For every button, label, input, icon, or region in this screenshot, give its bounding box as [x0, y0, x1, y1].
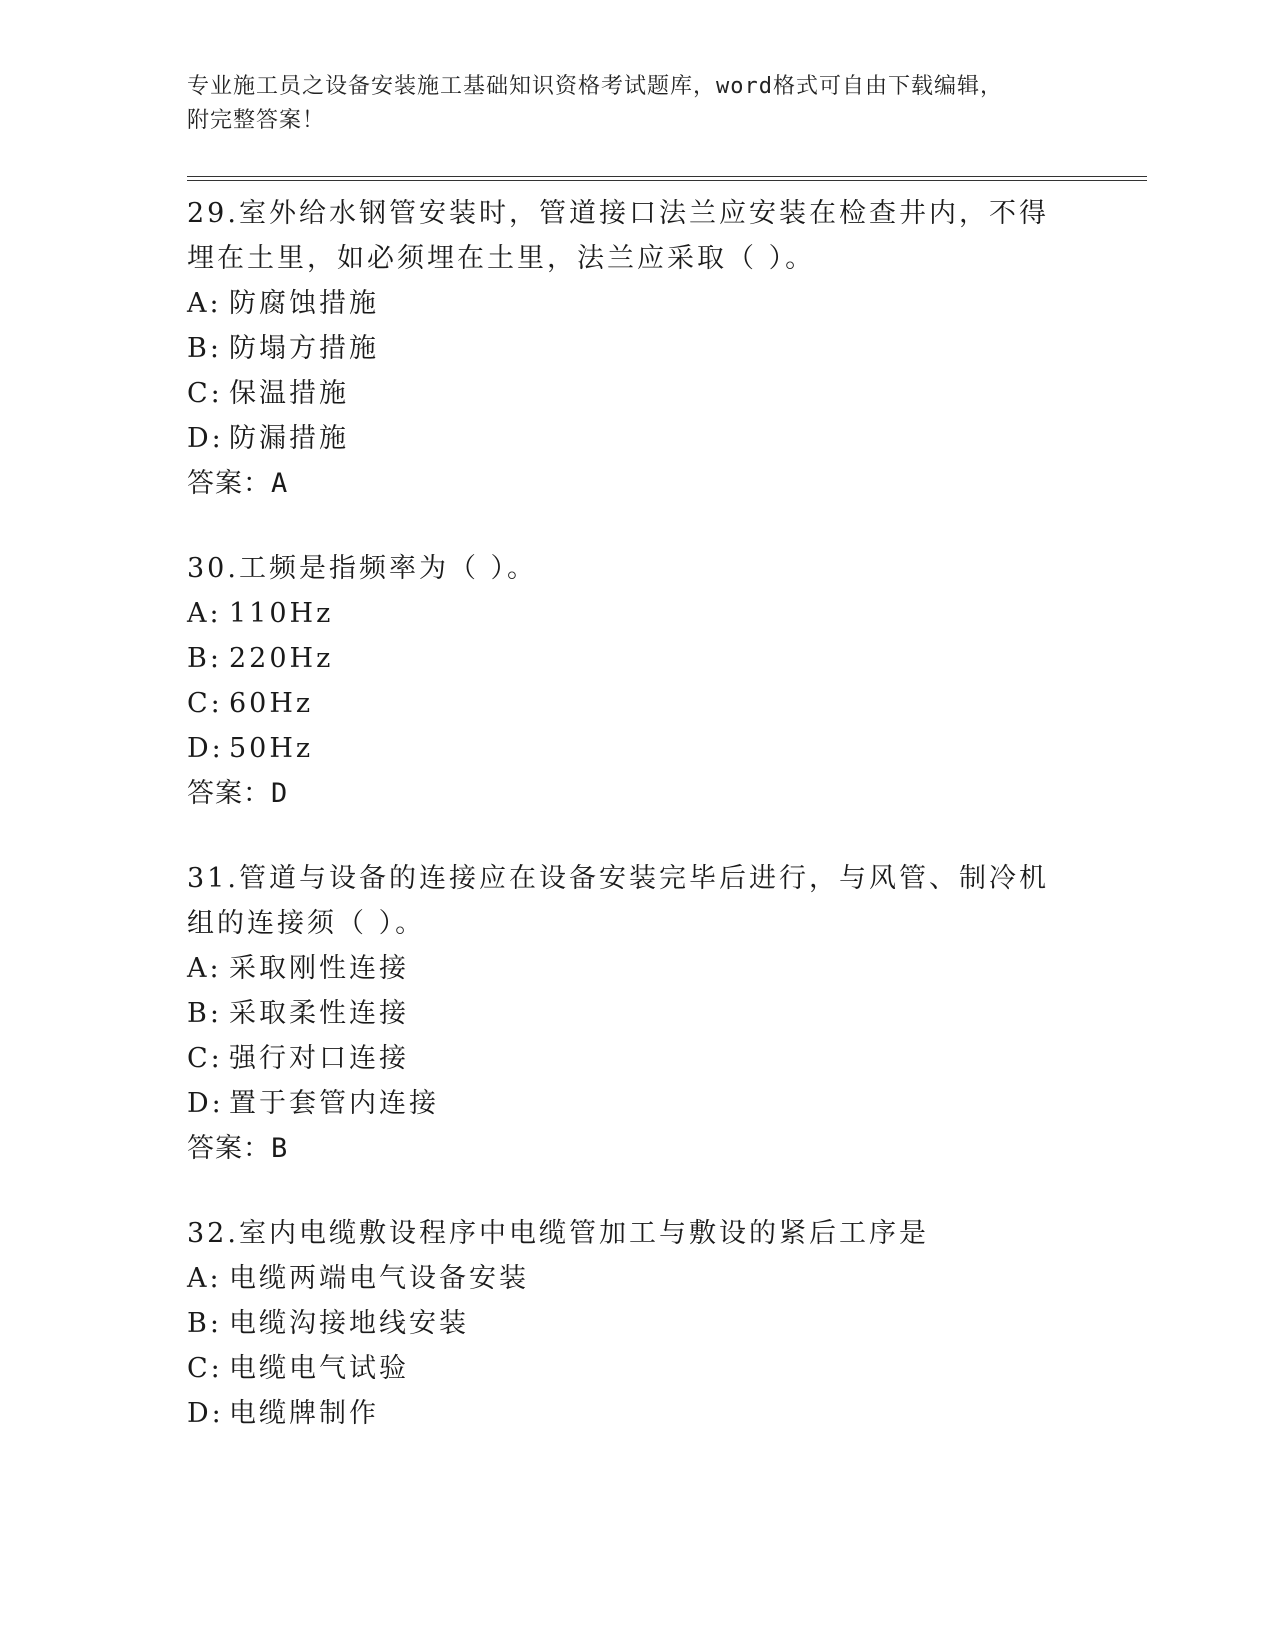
option-d — [187, 416, 1147, 461]
option-c — [187, 1346, 1147, 1391]
document-page — [187, 70, 1147, 1436]
question-stem: 31.管道与设备的连接应在设备安装完毕后进行，与风管、制冷机组的连接须（ ）。 — [187, 863, 1049, 939]
option-b — [187, 991, 1147, 1036]
question-stem: 29.室外给水钢管安装时，管道接口法兰应安装在检查井内，不得埋在土里，如必须埋在土里，法兰应采取（ ）。 — [187, 198, 1049, 274]
option-text: 电缆电气试验 — [229, 1353, 409, 1384]
answer: 答案：A — [187, 468, 289, 499]
answer: 答案：D — [187, 778, 289, 809]
option-a — [187, 591, 1147, 636]
option-c — [187, 371, 1147, 416]
question-stem: 32.室内电缆敷设程序中电缆管加工与敷设的紧后工序是 — [187, 1218, 929, 1249]
option-key: D: — [187, 423, 224, 454]
option-text: 保温措施 — [229, 378, 349, 409]
option-b — [187, 326, 1147, 371]
header-divider — [187, 176, 1147, 181]
option-text: 110Hz — [229, 598, 334, 629]
question-stem: 30.工频是指频率为（ ）。 — [187, 553, 538, 584]
option-key: B: — [187, 998, 222, 1029]
option-text: 防塌方措施 — [229, 333, 379, 364]
option-key: B: — [187, 1308, 222, 1339]
option-c — [187, 681, 1147, 726]
option-c — [187, 1036, 1147, 1081]
option-d — [187, 726, 1147, 771]
option-text: 50Hz — [229, 733, 314, 764]
header-line-2: 附完整答案！ — [187, 108, 326, 133]
option-text: 防漏措施 — [229, 423, 349, 454]
option-key: C: — [187, 1353, 223, 1384]
answer: 答案：B — [187, 1133, 289, 1164]
option-a — [187, 1256, 1147, 1301]
header-line-1: 专业施工员之设备安装施工基础知识资格考试题库，word格式可自由下载编辑， — [187, 74, 1003, 99]
question-30 — [187, 546, 1147, 816]
option-text: 电缆两端电气设备安装 — [229, 1263, 529, 1294]
option-a — [187, 281, 1147, 326]
option-text: 置于套管内连接 — [229, 1088, 439, 1119]
option-d — [187, 1391, 1147, 1436]
option-b — [187, 1301, 1147, 1346]
option-text: 220Hz — [229, 643, 334, 674]
question-29 — [187, 191, 1147, 506]
option-key: C: — [187, 378, 223, 409]
option-text: 电缆沟接地线安装 — [229, 1308, 469, 1339]
option-key: D: — [187, 733, 224, 764]
option-text: 防腐蚀措施 — [229, 288, 379, 319]
option-key: A: — [187, 288, 222, 319]
option-text: 采取刚性连接 — [229, 953, 409, 984]
option-text: 电缆牌制作 — [229, 1398, 379, 1429]
option-b — [187, 636, 1147, 681]
question-31 — [187, 856, 1147, 1171]
option-text: 60Hz — [229, 688, 314, 719]
option-key: C: — [187, 1043, 223, 1074]
option-text: 采取柔性连接 — [229, 998, 409, 1029]
option-key: A: — [187, 598, 222, 629]
document-header — [187, 70, 1147, 138]
option-key: A: — [187, 1263, 222, 1294]
option-d — [187, 1081, 1147, 1126]
option-key: A: — [187, 953, 222, 984]
option-key: C: — [187, 688, 223, 719]
question-32 — [187, 1211, 1147, 1436]
option-key: B: — [187, 643, 222, 674]
option-key: D: — [187, 1088, 224, 1119]
option-key: B: — [187, 333, 222, 364]
option-a — [187, 946, 1147, 991]
option-text: 强行对口连接 — [229, 1043, 409, 1074]
option-key: D: — [187, 1398, 224, 1429]
